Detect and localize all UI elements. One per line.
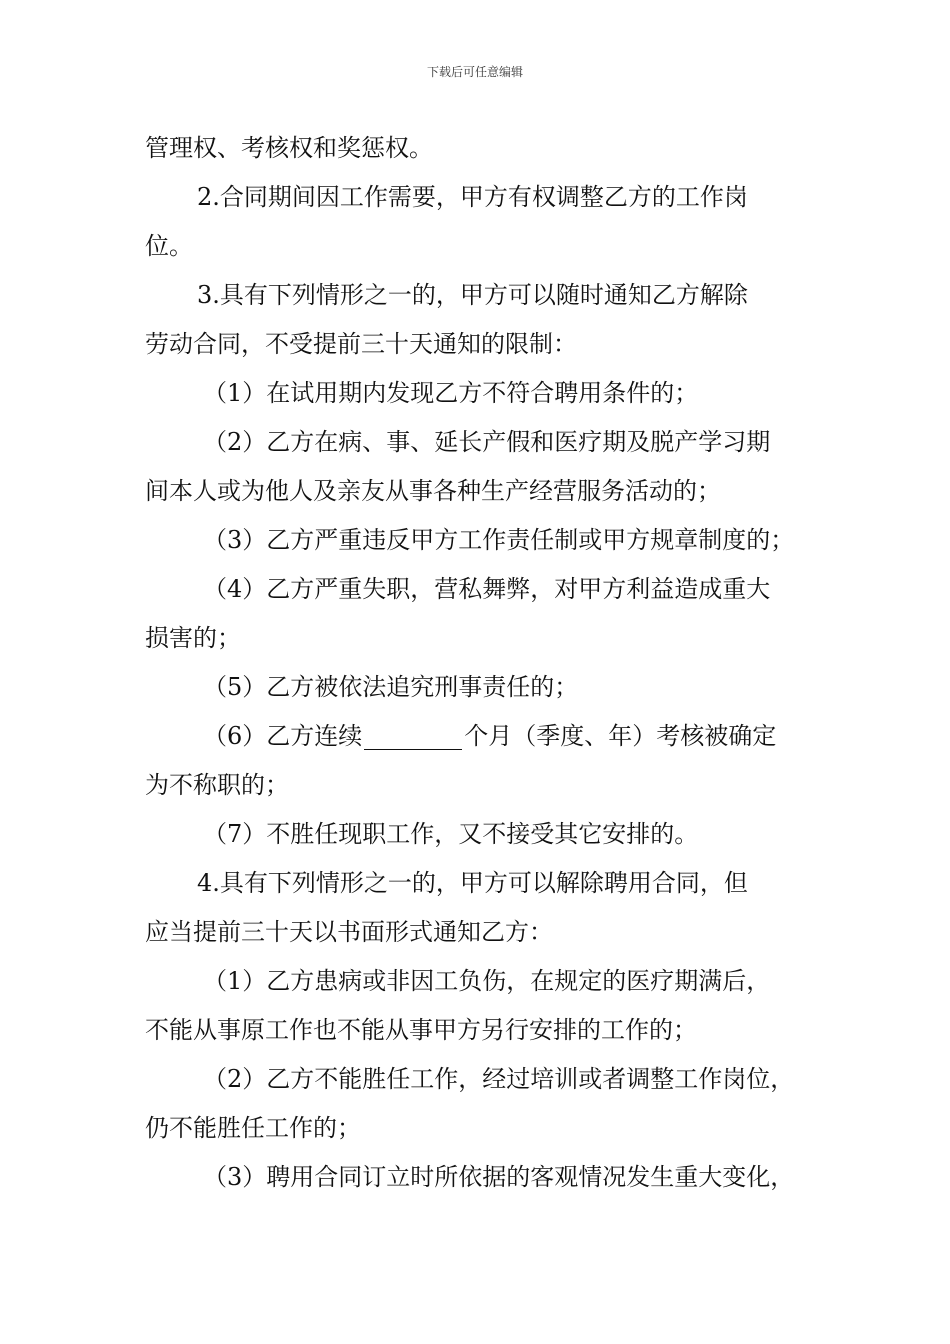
text-line-4: 3.具有下列情形之一的，甲方可以随时通知乙方解除 xyxy=(197,281,748,309)
text-line-5: 劳动合同，不受提前三十天通知的限制： xyxy=(145,330,577,358)
text-line-7: （2）乙方在病、事、延长产假和医疗期及脱产学习期 xyxy=(203,428,771,456)
fill-in-blank[interactable] xyxy=(364,749,462,750)
text-line-21: 仍不能胜任工作的； xyxy=(145,1114,361,1142)
text-line-9: （3）乙方严重违反甲方工作责任制或甲方规章制度的； xyxy=(203,526,795,554)
page-header: 下载后可任意编辑 xyxy=(426,65,523,79)
text-line-15: （7）不胜任现职工作，又不接受其它安排的。 xyxy=(203,820,699,848)
text-line-20: （2）乙方不能胜任工作，经过培训或者调整工作岗位， xyxy=(203,1065,795,1093)
text-line-13 xyxy=(145,712,815,761)
text-line-13-after: 个月（季度、年）考核被确定 xyxy=(464,722,777,750)
text-line-13-before: （6）乙方连续 xyxy=(203,722,363,750)
text-line-8: 间本人或为他人及亲友从事各种生产经营服务活动的； xyxy=(145,477,721,505)
text-line-22: （3）聘用合同订立时所依据的客观情况发生重大变化， xyxy=(203,1163,795,1191)
text-line-14: 为不称职的； xyxy=(145,771,289,799)
document-body xyxy=(145,124,815,1202)
text-line-19: 不能从事原工作也不能从事甲方另行安排的工作的； xyxy=(145,1016,697,1044)
text-line-16: 4.具有下列情形之一的，甲方可以解除聘用合同，但 xyxy=(197,869,748,897)
text-line-1: 管理权、考核权和奖惩权。 xyxy=(145,134,433,162)
text-line-6: （1）在试用期内发现乙方不符合聘用条件的； xyxy=(203,379,699,407)
text-line-2: 2.合同期间因工作需要，甲方有权调整乙方的工作岗 xyxy=(197,183,748,211)
text-line-3: 位。 xyxy=(145,232,193,260)
text-line-11: 损害的； xyxy=(145,624,241,652)
text-line-18: （1）乙方患病或非因工负伤，在规定的医疗期满后， xyxy=(203,967,771,995)
text-line-17: 应当提前三十天以书面形式通知乙方： xyxy=(145,918,553,946)
text-line-12: （5）乙方被依法追究刑事责任的； xyxy=(203,673,579,701)
text-line-10: （4）乙方严重失职，营私舞弊，对甲方利益造成重大 xyxy=(203,575,771,603)
